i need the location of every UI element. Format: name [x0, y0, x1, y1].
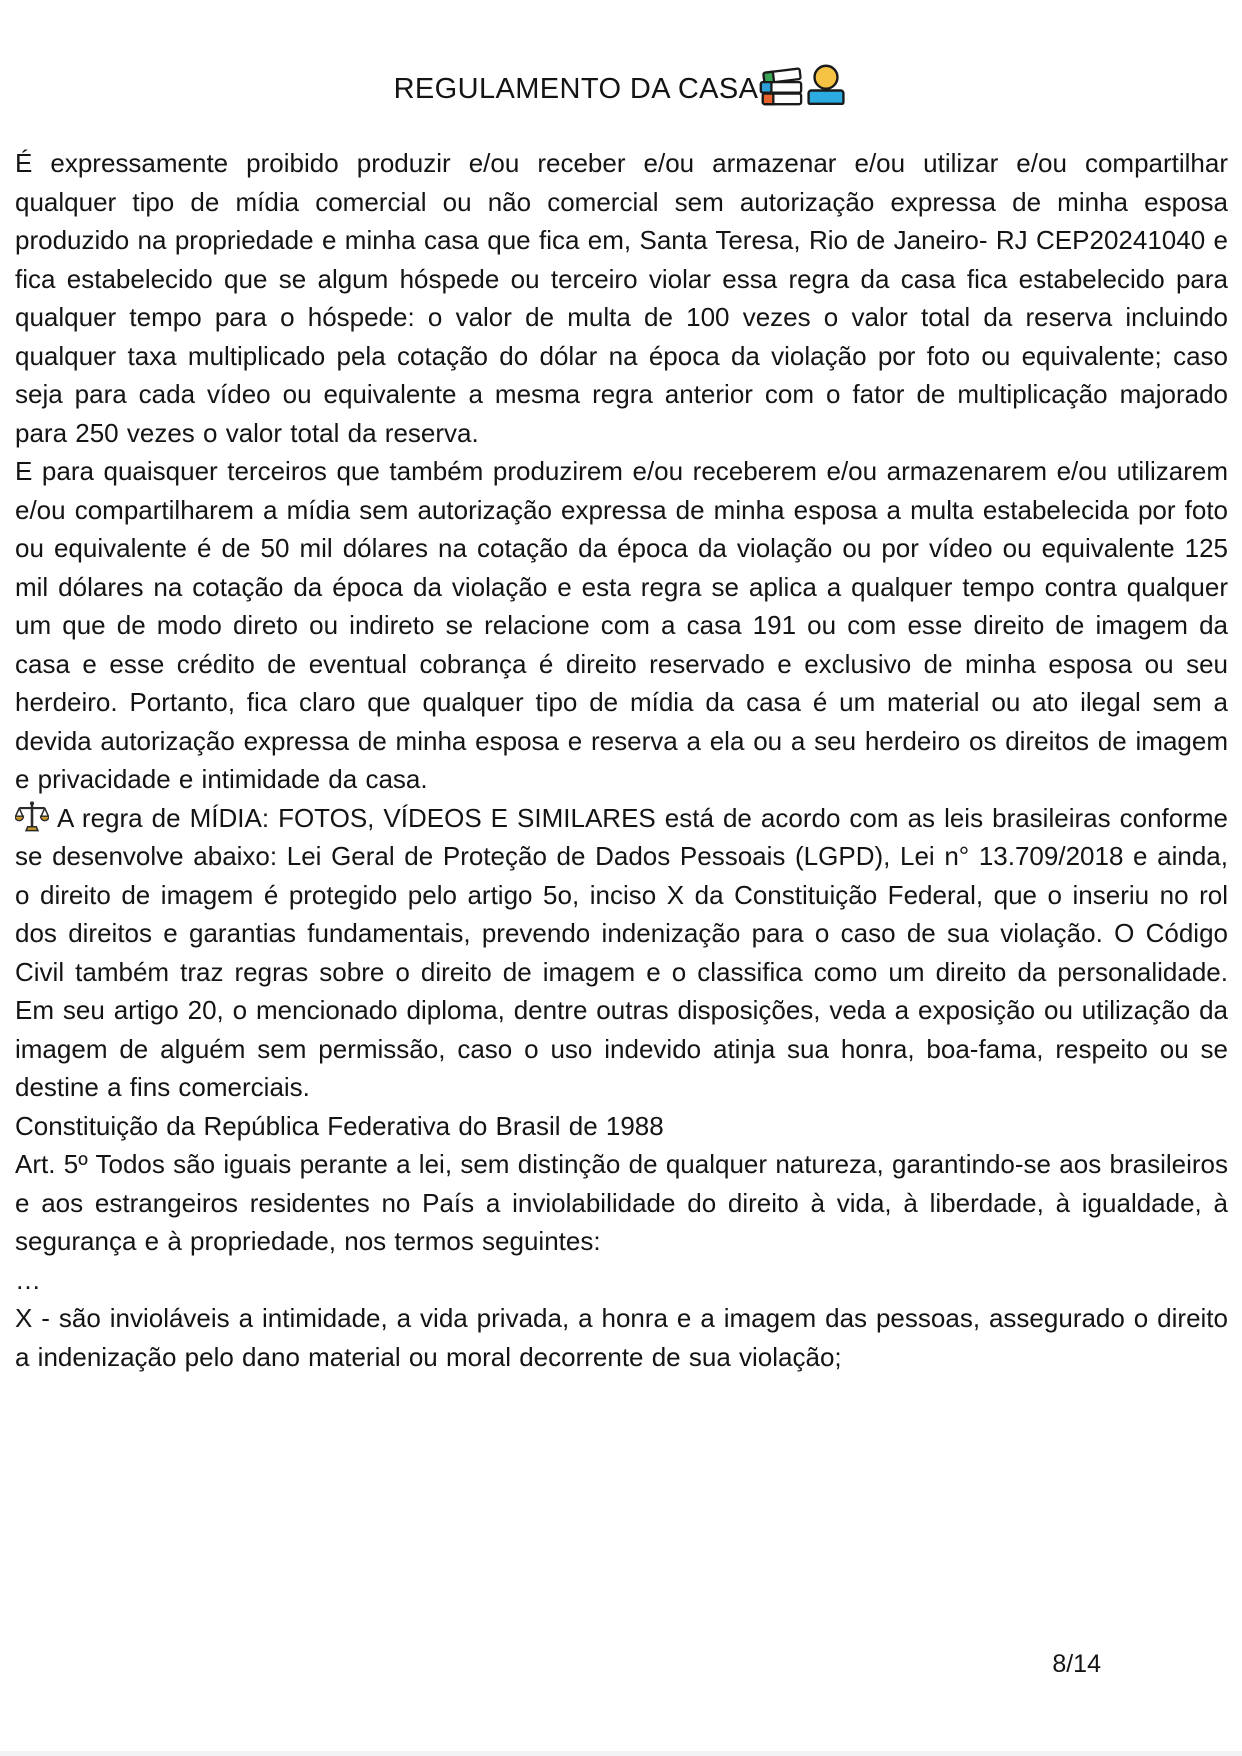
- bottom-edge-strip: [0, 1751, 1242, 1756]
- paragraph-legal-basis: [15, 799, 1228, 1107]
- paragraph-ellipsis: …: [15, 1264, 41, 1295]
- paragraph-article-5: Art. 5º Todos são iguais perante a lei, sem distinção de qualquer natureza, garantindo-se aos brasileiros e aos estrangeiros residentes no País a inviolabilidade do direito à vida, à liberdade, à igualdade, à segurança e à propriedade, nos termos seguintes:: [15, 1149, 1228, 1256]
- page-title-text: REGULAMENTO DA CASA: [393, 73, 759, 105]
- paragraph-media-prohibition: É expressamente proibido produzir e/ou receber e/ou armazenar e/ou utilizar e/ou compartilhar qualquer tipo de mídia comercial ou não comercial sem autorização expressa de minha esposa produzido na propriedade e minha casa que fica em, Santa Teresa, Rio de Janeiro- RJ CEP20241040 e fica estabelecido que se algum hóspede ou terceiro violar essa regra da casa fica estabelecido para qualquer tempo para o hóspede: o valor de multa de 100 vezes o valor total da reserva incluindo qualquer taxa multiplicado pela cotação do dólar na época da violação por foto ou equivalente; caso seja para cada vídeo ou equivalente a mesma regra anterior com o fator de multiplicação majorado para 250 vezes o valor total da reserva.: [15, 148, 1228, 448]
- page-title: [0, 0, 1242, 108]
- scales-icon: [15, 800, 49, 834]
- paragraph-legal-basis-text: A regra de MÍDIA: FOTOS, VÍDEOS E SIMILARES está de acordo com as leis brasileiras conforme se desenvolve abaixo: Lei Geral de Proteção de Dados Pessoais (LGPD), Lei n° 13.709/2018 e ainda, o direito de imagem é protegido pelo artigo 5o, inciso X da Constituição Federal, que o inseriu no rol dos direitos e garantias fundamentais, prevendo indenização para o caso de sua violação. O Código Civil também traz regras sobre o direito de imagem e o classifica como um direito da personalidade. Em seu artigo 20, o mencionado diploma, dentre outras disposições, veda a exposição ou utilização da imagem de alguém sem permissão, caso o uso indevido atinja sua honra, boa-fama, respeito ou se destine a fins comerciais.: [15, 802, 1228, 1102]
- page-number: 8/14: [1052, 1650, 1101, 1678]
- person-icon: [804, 62, 848, 108]
- paragraph-third-parties-fine: E para quaisquer terceiros que também produzirem e/ou receberem e/ou armazenarem e/ou utilizarem e/ou compartilharem a mídia sem autorização expressa de minha esposa a multa estabelecida por foto ou equivalente é de 50 mil dólares na cotação da época da violação ou por vídeo ou equivalente 125 mil dólares na cotação da época da violação e esta regra se aplica a qualquer tempo contra qualquer um que de modo direto ou indireto se relacione com a casa 191 ou com esse direito de imagem da casa e esse crédito de eventual cobrança é direito reservado e exclusivo de minha esposa ou seu herdeiro. Portanto, fica claro que qualquer tipo de mídia da casa é um material ou ato ilegal sem a devida autorização expressa de minha esposa e reserva a ela ou a seu herdeiro os direitos de imagem e privacidade e intimidade da casa.: [15, 456, 1228, 794]
- document-text: [15, 144, 1228, 1376]
- books-icon: [758, 62, 804, 108]
- paragraph-constitution-heading: Constituição da República Federativa do Brasil de 1988: [15, 1110, 664, 1141]
- paragraph-inciso-x: X - são invioláveis a intimidade, a vida privada, a honra e a imagem das pessoas, assegurado o direito a indenização pelo dano material ou moral decorrente de sua violação;: [15, 1303, 1228, 1372]
